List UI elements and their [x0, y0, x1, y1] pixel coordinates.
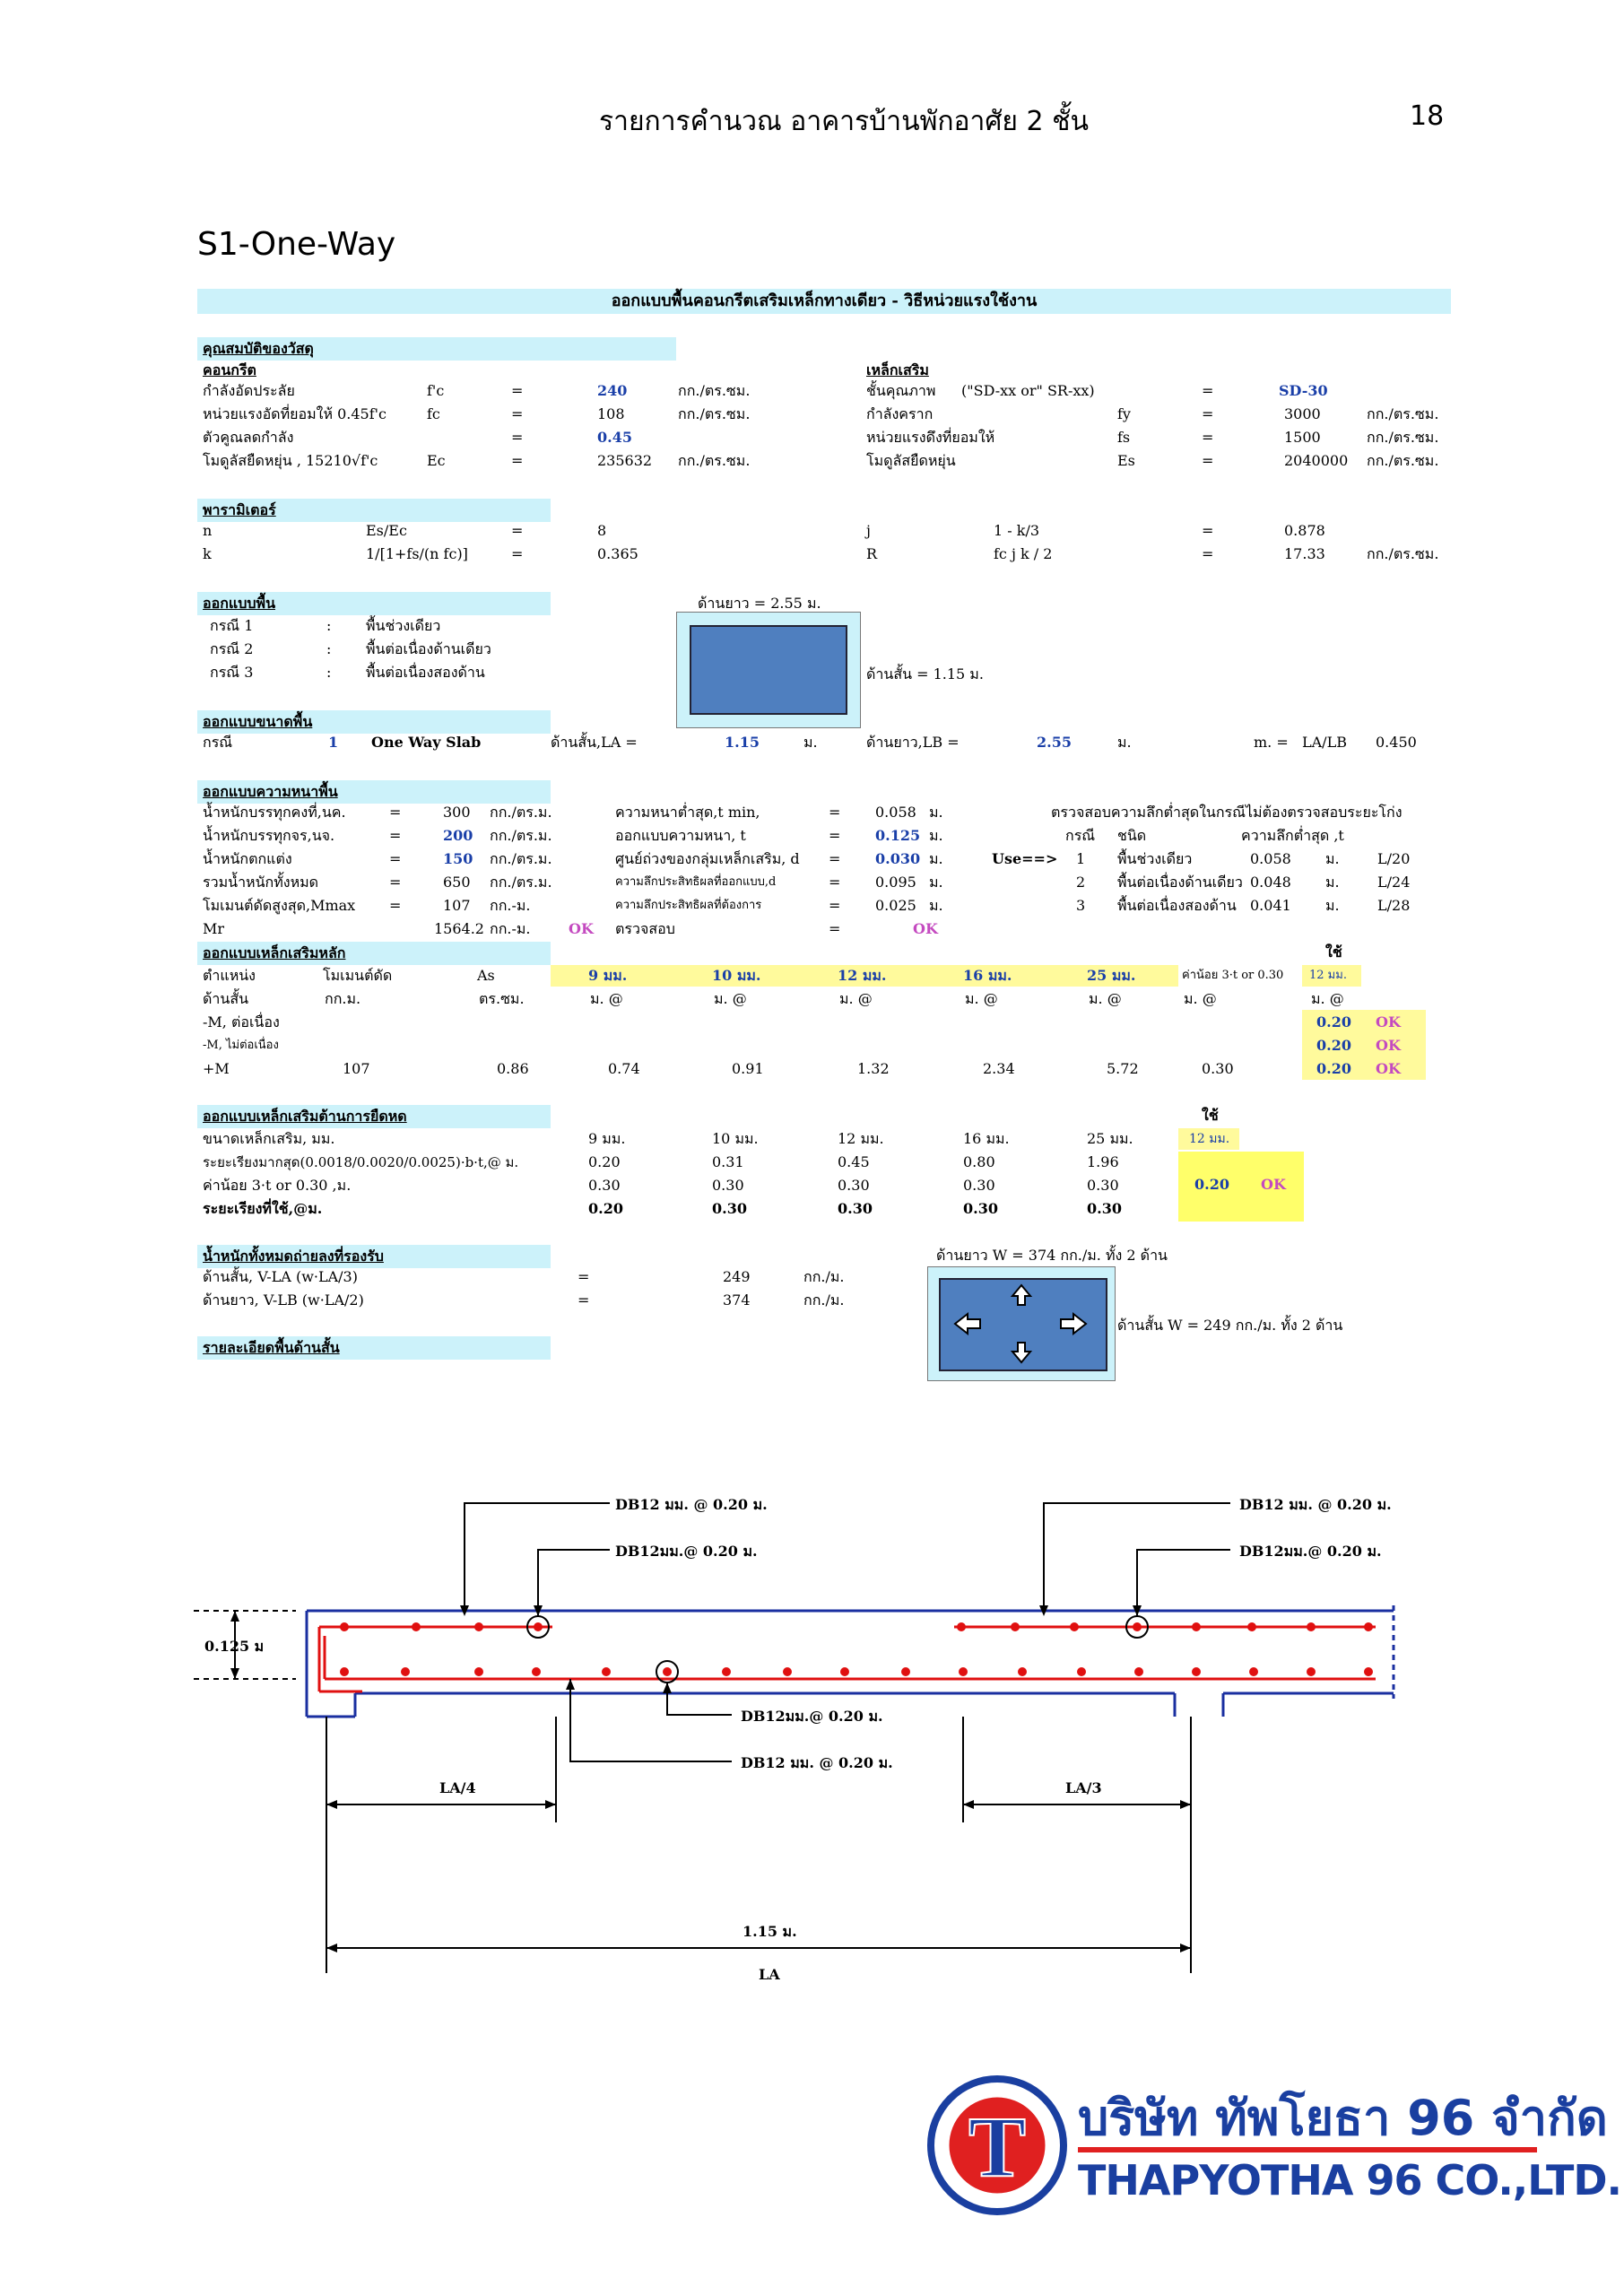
rebar-position: -M, ต่อเนื่อง	[203, 1013, 280, 1030]
equals-sign: =	[511, 429, 524, 446]
equals-sign: =	[389, 897, 402, 914]
rebar-dot	[663, 1667, 672, 1676]
thickness-value: 300	[443, 804, 471, 821]
lb-label: ด้านยาว,LB =	[866, 734, 960, 751]
temp-steel-cell: 0.30	[1087, 1177, 1119, 1194]
rebar-dot	[783, 1667, 792, 1676]
check-value: 0.041	[1250, 897, 1291, 914]
temp-steel-cell: 0.30	[1087, 1200, 1122, 1217]
concrete-value: 235632	[597, 452, 653, 469]
label-la4: LA/4	[439, 1779, 476, 1796]
check-ratio: L/20	[1377, 850, 1411, 867]
rebar-position: +M	[203, 1060, 230, 1077]
equals-sign: =	[1202, 522, 1214, 539]
rebar-dot	[401, 1667, 410, 1676]
thickness-label: Mr	[203, 920, 225, 937]
load-value: 249	[723, 1268, 751, 1285]
concrete-symbol: f'c	[427, 382, 445, 399]
rebar-dot	[959, 1667, 968, 1676]
param-formula: fc j k / 2	[994, 545, 1053, 562]
rebar-column-header: 12 มม.	[838, 967, 887, 984]
arrow-down-icon	[1012, 1343, 1030, 1362]
concrete-label: โมดูลัสยืดหยุ่น , 15210√f'c	[203, 452, 378, 469]
concrete-label: กำลังอัดประลัย	[203, 382, 295, 399]
thickness-value: 1564.2	[434, 920, 484, 937]
check-header-type: ชนิด	[1117, 827, 1147, 844]
thickness-value-2: 0.058	[875, 804, 916, 821]
rebar-unit-header: ตร.ซม.	[479, 990, 525, 1007]
m-value: 0.450	[1376, 734, 1417, 751]
check-header-depth: ความลึกต่ำสุด ,t	[1241, 827, 1344, 844]
thickness-value-2: 0.030	[875, 850, 921, 867]
load-label: ด้านสั้น, V-LA (w·LA/3)	[203, 1268, 358, 1285]
param-value: 0.365	[597, 545, 638, 562]
param-symbol: R	[866, 545, 878, 562]
rebar-use-value: 0.20	[1316, 1037, 1351, 1054]
temp-steel-label: ระยะเรียงมากสุด(0.0018/0.0020/0.0025)·b·t,@ ม.	[203, 1154, 519, 1170]
label-top-right-1: DB12 มม. @ 0.20 ม.	[1239, 1496, 1392, 1513]
concrete-unit: กก./ตร.ซม.	[678, 382, 751, 399]
rebar-unit-header: ม. @	[590, 990, 623, 1007]
rebar-dot	[1249, 1667, 1258, 1676]
arrowheads	[230, 1605, 1191, 1952]
equals-sign: =	[829, 874, 841, 891]
equals-sign: =	[829, 897, 841, 914]
equals-sign: =	[1202, 405, 1214, 422]
concrete-heading: คอนกรีต	[203, 361, 256, 378]
load-long-label: ด้านยาว W = 374 กก./ม. ทั้ง 2 ด้าน	[936, 1247, 1168, 1264]
param-formula: 1/[1+fs/(n fc)]	[366, 545, 468, 562]
case-colon: :	[326, 617, 332, 634]
rebar-unit-header: ม. @	[1089, 990, 1122, 1007]
steel-heading: เหล็กเสริม	[866, 361, 929, 378]
temp-steel-cell: 25 มม.	[1087, 1130, 1133, 1147]
equals-sign: =	[511, 545, 524, 562]
equals-sign: =	[829, 920, 841, 937]
slab-size-heading: ออกแบบขนาดพื้น	[203, 713, 313, 730]
concrete-value: 0.45	[597, 429, 632, 446]
rebar-column-header: ค่าน้อย 3·t or 0.30	[1182, 969, 1284, 982]
steel-value: SD-30	[1279, 382, 1328, 399]
temp-use-size: 12 มม.	[1189, 1132, 1230, 1146]
temp-steel-label: ขนาดเหล็กเสริม, มม.	[203, 1130, 335, 1147]
thickness-unit-2: ม.	[929, 804, 943, 821]
temp-steel-cell: 0.31	[712, 1153, 744, 1170]
rebar-dot	[722, 1667, 731, 1676]
section-title: S1-One-Way	[197, 226, 396, 263]
equals-sign: =	[578, 1291, 590, 1309]
load-plan-frame	[927, 1266, 1116, 1381]
detail-heading: รายละเอียดพื้นด้านสั้น	[203, 1339, 340, 1356]
rebar-ok: OK	[1376, 1013, 1401, 1030]
rebar-dot	[474, 1622, 483, 1631]
equals-sign: =	[389, 827, 402, 844]
m-expr: LA/LB	[1302, 734, 1347, 751]
param-value: 17.33	[1284, 545, 1325, 562]
steel-unit: กก./ตร.ซม.	[1367, 429, 1439, 446]
slab-design-heading: ออกแบบพื้น	[203, 595, 276, 612]
thickness-value-2: 0.025	[875, 897, 916, 914]
load-label: ด้านยาว, V-LB (w·LA/2)	[203, 1291, 364, 1309]
lb-unit: ม.	[1117, 734, 1132, 751]
rebar-use-label: ใช้	[1325, 943, 1342, 961]
steel-label: กำลังคราก	[866, 405, 934, 422]
document-header-title: รายการคำนวณ อาคารบ้านพักอาศัย 2 ชั้น	[599, 106, 1090, 137]
rebar-column-header: 25 มม.	[1087, 967, 1136, 984]
equals-sign: =	[1202, 545, 1214, 562]
load-unit: กก./ม.	[803, 1291, 845, 1309]
temp-steel-cell: 0.30	[712, 1177, 744, 1194]
steel-label: ชั้นคุณภาพ	[866, 382, 936, 399]
thickness-label-2: ความหนาต่ำสุด,t min,	[615, 804, 760, 821]
steel-symbol: fs	[1117, 429, 1131, 446]
rebar-cell: 1.32	[857, 1060, 890, 1077]
temp-steel-cell: 0.30	[838, 1200, 873, 1217]
rebar-cell: 0.30	[1202, 1060, 1234, 1077]
equals-sign: =	[389, 874, 402, 891]
rebar-dot	[901, 1667, 910, 1676]
rebar-dot	[340, 1667, 349, 1676]
thickness-value: 200	[443, 827, 473, 844]
thickness-label: โมเมนต์ดัดสูงสุด,Mmax	[203, 897, 356, 914]
thickness-unit: กก./ตร.ม.	[490, 804, 552, 821]
rebar-cell: 0.86	[497, 1060, 529, 1077]
case-label: กรณี 3	[210, 664, 254, 681]
steel-unit: กก./ตร.ซม.	[1367, 452, 1439, 469]
thickness-unit-2: ม.	[929, 850, 943, 867]
thickness-unit-2: ม.	[929, 827, 943, 844]
label-bottom-2: DB12 มม. @ 0.20 ม.	[741, 1754, 893, 1771]
parameters-heading: พารามิเตอร์	[203, 501, 276, 518]
equals-sign: =	[1202, 452, 1214, 469]
thickness-label: น้ำหนักบรรทุกคงที่,นค.	[203, 804, 346, 821]
thickness-label-2: ศูนย์ถ่วงของกลุ่มเหล็กเสริม, d	[615, 850, 800, 867]
thickness-label-2: ความลึกประสิทธิผลที่ต้องการ	[615, 899, 762, 912]
rebar-column-header: As	[477, 967, 495, 984]
rebar-unit-header: กก.ม.	[325, 990, 361, 1007]
steel-symbol: Es	[1117, 452, 1135, 469]
rebar-dot	[1364, 1667, 1373, 1676]
check-unit: ม.	[1325, 850, 1340, 867]
equals-sign: =	[389, 850, 402, 867]
rebar-dot	[1133, 1622, 1142, 1631]
label-span: 1.15 ม.	[743, 1923, 797, 1940]
thickness-unit: กก.-ม.	[490, 897, 531, 914]
rebar-unit-header: ม. @	[1184, 990, 1217, 1007]
la-value: 1.15	[725, 734, 760, 751]
logo-divider	[1078, 2147, 1537, 2152]
arrow-left-icon	[955, 1314, 980, 1334]
temp-steel-heading: ออกแบบเหล็กเสริมต้านการยืดหด	[203, 1108, 407, 1125]
temp-steel-cell: 0.20	[588, 1153, 621, 1170]
rebar-column-header: ตำแหน่ง	[203, 967, 256, 984]
check-type: พื้นต่อเนื่องด้านเดียว	[1117, 874, 1243, 891]
lb-value: 2.55	[1037, 734, 1072, 751]
thickness-label-2: ออกแบบความหนา, t	[615, 827, 746, 844]
short-side-label: ด้านสั้น = 1.15 ม.	[866, 665, 984, 683]
thickness-value-2: OK	[913, 920, 938, 937]
param-unit: กก./ตร.ซม.	[1367, 545, 1439, 562]
equals-sign: =	[829, 850, 841, 867]
label-thickness: 0.125 ม	[204, 1638, 265, 1655]
check-ratio: L/24	[1377, 874, 1411, 891]
logo-letter: T	[968, 2099, 1027, 2195]
param-formula: 1 - k/3	[994, 522, 1040, 539]
param-symbol: k	[203, 545, 212, 562]
equals-sign: =	[578, 1268, 590, 1285]
param-value: 0.878	[1284, 522, 1325, 539]
rebar-dot	[1192, 1622, 1201, 1631]
thickness-unit: กก.-ม.	[490, 920, 531, 937]
rebar-dot	[1307, 1667, 1316, 1676]
temp-use-value: 0.20	[1194, 1176, 1229, 1193]
temp-steel-cell: 0.20	[588, 1200, 623, 1217]
steel-value: 3000	[1284, 405, 1321, 422]
steel-symbol: ("SD-xx or" SR-xx)	[961, 382, 1095, 399]
label-top-left-2: DB12มม.@ 0.20 ม.	[615, 1543, 758, 1560]
arrow-up-icon	[1012, 1285, 1030, 1305]
main-title: ออกแบบพื้นคอนกรีตเสริมเหล็กทางเดียว - วิธีหน่วยแรงใช้งาน	[611, 291, 1038, 310]
thickness-unit-2: ม.	[929, 897, 943, 914]
case-label: กรณี	[203, 734, 233, 751]
equals-sign: =	[511, 382, 524, 399]
case-colon: :	[326, 664, 332, 681]
check-case: 1	[1076, 850, 1086, 867]
steel-symbol: fy	[1117, 405, 1131, 422]
thickness-label-2: ความลึกประสิทธิผลที่ออกแบบ,d	[615, 875, 777, 889]
rebar-cell: 107	[343, 1060, 370, 1077]
temp-ok: OK	[1261, 1176, 1286, 1193]
thickness-value-2: 0.095	[875, 874, 916, 891]
thickness-unit: กก./ตร.ม.	[490, 827, 552, 844]
thickness-unit: กก./ตร.ม.	[490, 874, 552, 891]
check-header-case: กรณี	[1065, 827, 1096, 844]
thickness-label: น้ำหนักตกแต่ง	[203, 850, 292, 867]
rebar-cell: 2.34	[983, 1060, 1015, 1077]
check-title: ตรวจสอบความลึกต่ำสุดในกรณีไม่ต้องตรวจสอบระยะโก่ง	[1051, 804, 1403, 821]
check-value: 0.058	[1250, 850, 1291, 867]
param-symbol: j	[866, 522, 871, 539]
rebar-dot	[1011, 1622, 1020, 1631]
rebar-dot	[532, 1667, 541, 1676]
temp-steel-cell: 0.30	[588, 1177, 621, 1194]
case-description: พื้นต่อเนื่องสองด้าน	[366, 664, 485, 681]
param-formula: Es/Ec	[366, 522, 407, 539]
rebar-use-value: 0.20	[1316, 1013, 1351, 1030]
temp-steel-cell: 10 มม.	[712, 1130, 759, 1147]
rebar-column-header: 12 มม.	[1309, 969, 1347, 982]
label-top-left-1: DB12 มม. @ 0.20 ม.	[615, 1496, 768, 1513]
concrete-label: ตัวคูณลดกำลัง	[203, 429, 294, 446]
company-name-thai: บริษัท ทัพโยธา 96 จำกัด	[1078, 2090, 1608, 2146]
temp-steel-cell: 0.45	[838, 1153, 870, 1170]
rebar-dot	[340, 1622, 349, 1631]
temp-steel-cell: 12 มม.	[838, 1130, 884, 1147]
param-value: 8	[597, 522, 607, 539]
rebar-dot	[840, 1667, 849, 1676]
loads-heading: น้ำหนักทั้งหมดถ่ายลงที่รองรับ	[203, 1248, 384, 1265]
long-side-label: ด้านยาว = 2.55 ม.	[698, 595, 821, 612]
temp-steel-label: ค่าน้อย 3·t or 0.30 ,ม.	[203, 1177, 352, 1194]
concrete-symbol: Ec	[427, 452, 446, 469]
concrete-symbol: fc	[427, 405, 440, 422]
rebar-dot	[1018, 1667, 1027, 1676]
la-unit: ม.	[803, 734, 818, 751]
rebar-use-value: 0.20	[1316, 1060, 1351, 1077]
thickness-label-2: ตรวจสอบ	[615, 920, 675, 937]
check-case: 2	[1076, 874, 1086, 891]
rebar-unit-header: ม. @	[965, 990, 998, 1007]
thickness-value: 150	[443, 850, 473, 867]
rebar-unit-header: ม. @	[714, 990, 747, 1007]
slab-type: One Way Slab	[371, 734, 482, 751]
temp-steel-cell: 0.30	[838, 1177, 870, 1194]
concrete-unit: กก./ตร.ซม.	[678, 452, 751, 469]
temp-steel-cell: 16 มม.	[963, 1130, 1010, 1147]
label-la: LA	[759, 1966, 780, 1983]
temp-steel-cell: 0.30	[963, 1200, 998, 1217]
label-la3: LA/3	[1065, 1779, 1102, 1796]
temp-steel-cell: 0.30	[712, 1200, 747, 1217]
case-label: กรณี 2	[210, 640, 254, 657]
steel-label: หน่วยแรงดึงที่ยอมให้	[866, 429, 995, 446]
rebar-bars	[319, 1627, 1376, 1691]
thickness-value-2: 0.125	[875, 827, 921, 844]
rebar-column-header: โมเมนต์ดัด	[323, 967, 393, 984]
rebar-unit-header: ม. @	[839, 990, 873, 1007]
rebar-cell: 0.74	[608, 1060, 640, 1077]
arrow-right-icon	[1061, 1314, 1086, 1334]
company-name-en: THAPYOTHA 96 CO.,LTD.	[1078, 2156, 1622, 2204]
slab-plan-rectangle	[690, 625, 847, 715]
temp-use-label: ใช้	[1202, 1107, 1219, 1124]
company-logo	[927, 2075, 1067, 2215]
rebar-dot	[1077, 1667, 1086, 1676]
rebar-dot	[602, 1667, 611, 1676]
temp-steel-label: ระยะเรียงที่ใช้,@ม.	[203, 1200, 323, 1217]
concrete-value: 240	[597, 382, 628, 399]
thickness-label: รวมน้ำหนักทั้งหมด	[203, 874, 319, 891]
rebar-ok: OK	[1376, 1037, 1401, 1054]
thickness-unit-2: ม.	[929, 874, 943, 891]
rebar-dot	[1070, 1622, 1079, 1631]
concrete-value: 108	[597, 405, 625, 422]
check-case: 3	[1076, 897, 1086, 914]
m-label: m. =	[1254, 734, 1289, 751]
slab-plan-frame	[676, 612, 861, 728]
label-bottom-1: DB12มม.@ 0.20 ม.	[741, 1708, 883, 1725]
load-short-label: ด้านสั้น W = 249 กก./ม. ทั้ง 2 ด้าน	[1117, 1317, 1343, 1334]
temp-steel-cell: 9 มม.	[588, 1130, 626, 1147]
la-label: ด้านสั้น,LA =	[551, 734, 638, 751]
case-label: กรณี 1	[210, 617, 254, 634]
rebar-dot	[412, 1622, 421, 1631]
rebar-column-header: 9 มม.	[588, 967, 628, 984]
rebar-unit-header: ม. @	[1311, 990, 1344, 1007]
rebar-dot	[1134, 1667, 1143, 1676]
rebar-column-header: 16 มม.	[963, 967, 1012, 984]
equals-sign: =	[511, 452, 524, 469]
rebar-dot	[1307, 1622, 1316, 1631]
equals-sign: =	[1202, 429, 1214, 446]
rebar-dot	[957, 1622, 966, 1631]
load-unit: กก./ม.	[803, 1268, 845, 1285]
check-type: พื้นต่อเนื่องสองด้าน	[1117, 897, 1237, 914]
case-colon: :	[326, 640, 332, 657]
steel-unit: กก./ตร.ซม.	[1367, 405, 1439, 422]
page-number: 18	[1410, 100, 1445, 132]
temp-steel-cell: 1.96	[1087, 1153, 1119, 1170]
thickness-value: 107	[443, 897, 471, 914]
case-value: 1	[328, 734, 339, 751]
thickness-heading: ออกแบบความหนาพื้น	[203, 783, 338, 800]
concrete-label: หน่วยแรงอัดที่ยอมให้ 0.45f'c	[203, 405, 386, 422]
check-ratio: L/28	[1377, 897, 1411, 914]
rebar-ok: OK	[1376, 1060, 1401, 1077]
steel-label: โมดูลัสยืดหยุ่น	[866, 452, 956, 469]
leader-lines	[194, 1503, 1230, 1973]
temp-steel-cell: 0.30	[963, 1177, 995, 1194]
label-top-right-2: DB12มม.@ 0.20 ม.	[1239, 1543, 1382, 1560]
rebar-dot	[1192, 1667, 1201, 1676]
temp-steel-cell: 0.80	[963, 1153, 995, 1170]
equals-sign: =	[511, 405, 524, 422]
check-unit: ม.	[1325, 874, 1340, 891]
param-symbol: n	[203, 522, 213, 539]
equals-sign: =	[1202, 382, 1214, 399]
check-unit: ม.	[1325, 897, 1340, 914]
case-description: พื้นต่อเนื่องด้านเดียว	[366, 640, 491, 657]
rebar-column-header: 10 มม.	[712, 967, 761, 984]
load-value: 374	[723, 1291, 751, 1309]
use-arrow-label: Use==>	[992, 850, 1058, 867]
check-value: 0.048	[1250, 874, 1291, 891]
rebar-cell: 0.91	[732, 1060, 764, 1077]
load-direction-arrows	[928, 1267, 1115, 1380]
equals-sign: =	[829, 804, 841, 821]
rebar-dot	[534, 1622, 543, 1631]
concrete-unit: กก./ตร.ซม.	[678, 405, 751, 422]
rebar-dot	[474, 1667, 483, 1676]
materials-heading: คุณสมบัติของวัสดุ	[203, 340, 314, 357]
rebar-heading: ออกแบบเหล็กเสริมหลัก	[203, 944, 346, 961]
rebar-cell: 5.72	[1107, 1060, 1139, 1077]
thickness-label: น้ำหนักบรรทุกจร,นจ.	[203, 827, 335, 844]
case-description: พื้นช่วงเดียว	[366, 617, 441, 634]
rebar-unit-header: ด้านสั้น	[203, 990, 249, 1007]
equals-sign: =	[511, 522, 524, 539]
rebar-dot	[1364, 1622, 1373, 1631]
equals-sign: =	[829, 827, 841, 844]
equals-sign: =	[389, 804, 402, 821]
rebar-position: -M, ไม่ต่อเนื่อง	[203, 1039, 279, 1052]
rebar-dots	[340, 1622, 1373, 1676]
steel-value: 2040000	[1284, 452, 1349, 469]
rebar-dot	[1247, 1622, 1256, 1631]
steel-value: 1500	[1284, 429, 1321, 446]
ok-status: OK	[569, 920, 594, 937]
check-type: พื้นช่วงเดียว	[1117, 850, 1193, 867]
thickness-unit: กก./ตร.ม.	[490, 850, 552, 867]
thickness-value: 650	[443, 874, 471, 891]
